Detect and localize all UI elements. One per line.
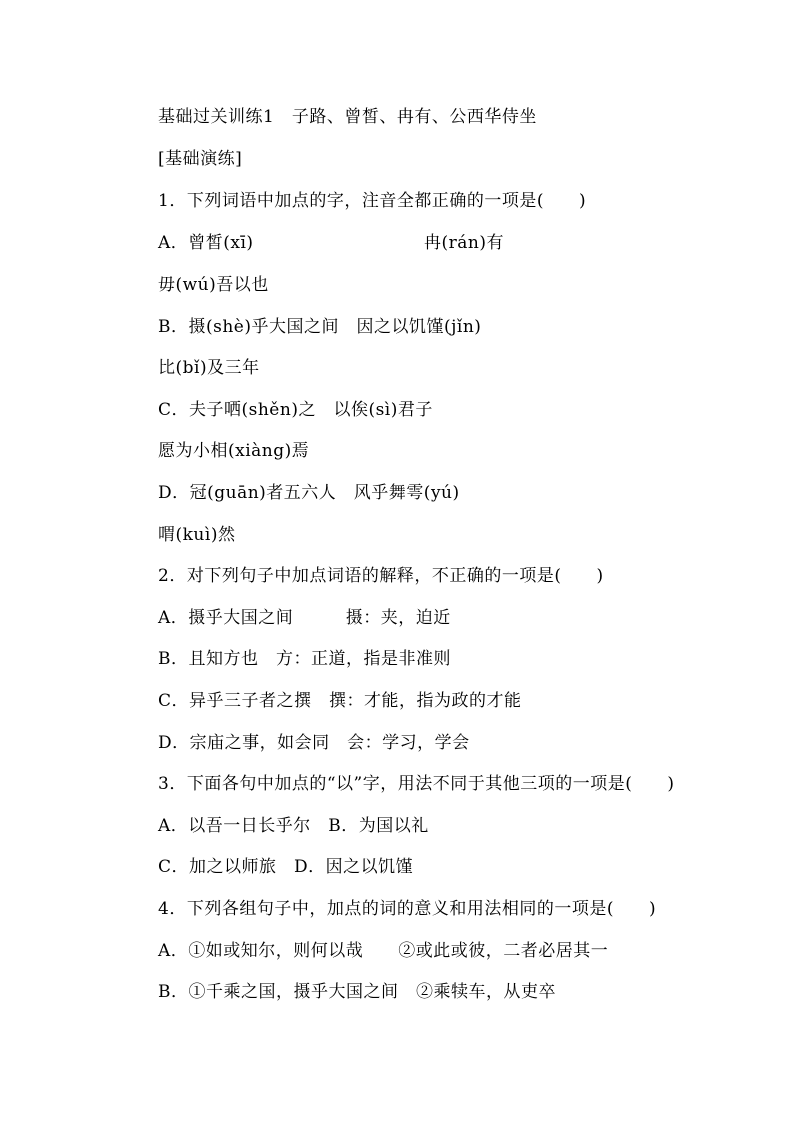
question-1-option-b-part2: 比(bǐ)及三年 (158, 358, 260, 378)
question-1-option-c-part2: 愿为小相(xiàng)焉 (158, 441, 310, 461)
question-1-option-b: B．摄(shè)乎大国之间 因之以饥馑(jǐn) (158, 317, 482, 337)
question-1-option-a-part2: 冉(rán)有 (424, 233, 504, 253)
question-1-option-c: C．夫子哂(shěn)之 以俟(sì)君子 (158, 400, 433, 420)
question-1-option-d-part2: 喟(kuì)然 (158, 525, 236, 545)
question-4-option-a: A．①如或知尔，则何以哉 ②或此或彼，二者必居其一 (158, 941, 609, 961)
section-heading: [基础演练] (158, 149, 243, 169)
question-1-option-a: A．曾皙(xī) (158, 233, 254, 253)
question-2-option-c: C．异乎三子者之撰 撰：才能，指为政的才能 (158, 691, 522, 711)
question-1-stem: 1．下列词语中加点的字，注音全都正确的一项是( ) (158, 191, 587, 211)
question-2-stem: 2．对下列句子中加点词语的解释，不正确的一项是( ) (158, 566, 604, 586)
question-4-stem: 4．下列各组句子中，加点的词的意义和用法相同的一项是( ) (158, 899, 657, 919)
question-3-options-cd: C．加之以师旅 D．因之以饥馑 (158, 857, 414, 877)
page-title: 基础过关训练1 子路、曾皙、冉有、公西华侍坐 (158, 107, 537, 127)
question-1-option-a-part3: 毋(wú)吾以也 (158, 275, 269, 295)
question-2-option-b: B．且知方也 方：正道，指是非准则 (158, 649, 451, 669)
question-2-option-d: D．宗庙之事，如会同 会：学习，学会 (158, 733, 470, 753)
question-4-option-b: B．①千乘之国，摄乎大国之间 ②乘犊车，从吏卒 (158, 982, 556, 1002)
question-1-option-d: D．冠(guān)者五六人 风乎舞雩(yú) (158, 483, 460, 503)
question-3-stem: 3．下面各句中加点的“以”字，用法不同于其他三项的一项是( ) (158, 774, 675, 794)
question-2-option-a: A．摄乎大国之间 摄：夹，迫近 (158, 608, 451, 628)
question-3-options-ab: A．以吾一日长乎尔 B．为国以礼 (158, 816, 429, 836)
